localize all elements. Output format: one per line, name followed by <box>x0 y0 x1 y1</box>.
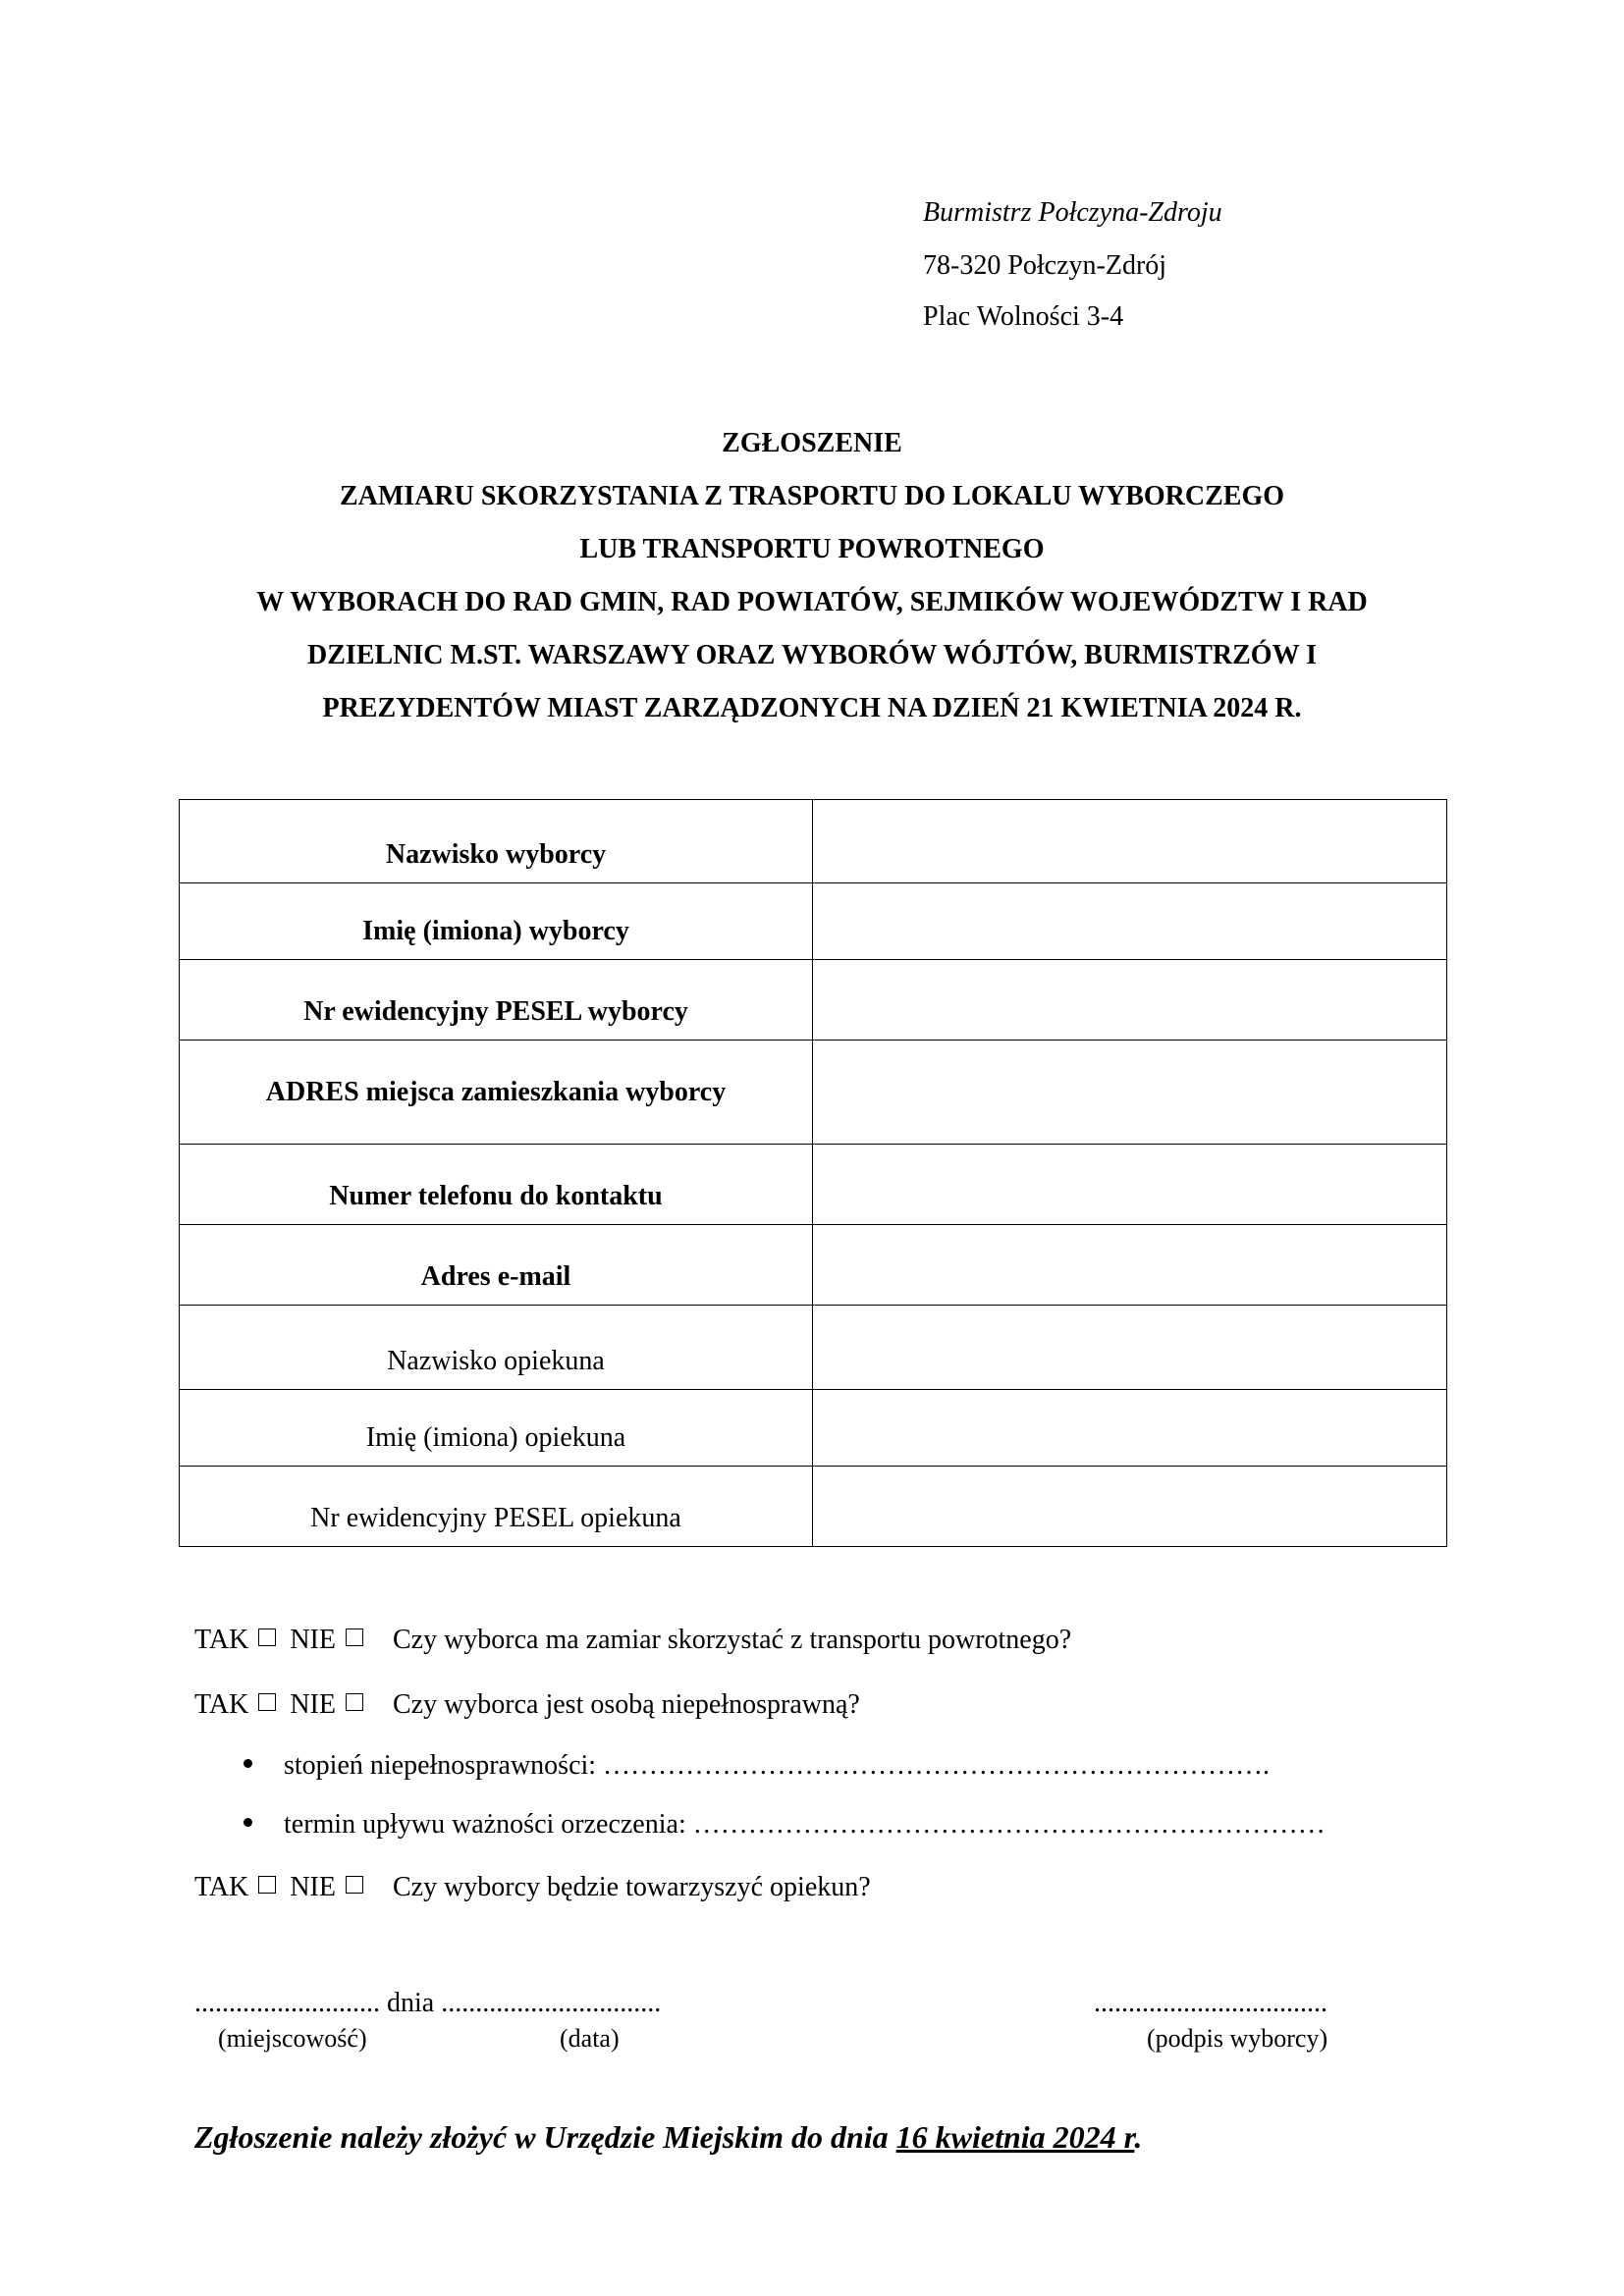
heading-line: PREZYDENTÓW MIAST ZARZĄDZONYCH NA DZIEŃ 21 KWIETNIA 2024 R. <box>322 693 1302 723</box>
field-voter-address[interactable] <box>813 1041 1447 1145</box>
field-voter-name[interactable] <box>813 883 1447 960</box>
form-row-voter-name <box>180 883 1447 960</box>
deadline-note-text: Zgłoszenie należy złożyć w Urzędzie Miejskim do dnia <box>194 2119 896 2155</box>
field-voter-pesel[interactable] <box>813 960 1447 1041</box>
recipient-street: Plac Wolności 3-4 <box>923 301 1124 332</box>
deadline-date: 16 kwietnia 2024 r <box>895 2119 1135 2155</box>
heading-line: LUB TRANSPORTU POWROTNEGO <box>579 534 1045 564</box>
form-row-guardian-name <box>180 1390 1447 1467</box>
heading-line: ZGŁOSZENIE <box>722 428 902 458</box>
no-label: NIE <box>290 1689 336 1720</box>
label-voter-address: ADRES miejsca zamieszkania wyborcy <box>180 1041 813 1145</box>
label-guardian-name: Imię (imiona) opiekuna <box>180 1390 813 1467</box>
question-return-transport <box>194 1624 1071 1657</box>
yes-checkbox[interactable] <box>258 1629 276 1646</box>
yes-checkbox[interactable] <box>258 1876 276 1894</box>
field-guardian-pesel[interactable] <box>813 1467 1447 1547</box>
detail-expiry <box>244 1808 1326 1842</box>
field-phone[interactable] <box>813 1145 1447 1225</box>
document-heading <box>0 417 1624 735</box>
detail-degree-text[interactable]: stopień niepełnosprawności: ………………………………………………………………. <box>284 1750 1271 1781</box>
form-row-voter-pesel <box>180 960 1447 1041</box>
yes-label: TAK <box>194 1625 249 1655</box>
voter-form-table <box>179 799 1447 1547</box>
detail-degree <box>244 1749 1270 1783</box>
no-label: NIE <box>290 1625 336 1655</box>
field-guardian-name[interactable] <box>813 1390 1447 1467</box>
question-text: Czy wyborca jest osobą niepełnosprawną? <box>392 1689 860 1720</box>
no-label: NIE <box>290 1872 336 1902</box>
form-row-guardian-pesel <box>180 1467 1447 1547</box>
question-guardian <box>194 1871 871 1904</box>
label-phone: Numer telefonu do kontaktu <box>180 1145 813 1225</box>
label-email: Adres e-mail <box>180 1225 813 1306</box>
no-checkbox[interactable] <box>346 1876 363 1894</box>
label-voter-pesel: Nr ewidencyjny PESEL wyborcy <box>180 960 813 1041</box>
form-row-guardian-surname <box>180 1306 1447 1390</box>
question-text: Czy wyborca ma zamiar skorzystać z transportu powrotnego? <box>392 1625 1072 1655</box>
signature-caption: (podpis wyborcy) <box>1147 2024 1328 2053</box>
bullet-icon <box>244 1759 252 1768</box>
no-checkbox[interactable] <box>346 1629 363 1646</box>
yes-checkbox[interactable] <box>258 1693 276 1711</box>
yes-label: TAK <box>194 1872 249 1902</box>
form-row-email <box>180 1225 1447 1306</box>
bullet-icon <box>244 1818 252 1827</box>
question-disabled <box>194 1688 860 1722</box>
form-row-phone <box>180 1145 1447 1225</box>
recipient-title: Burmistrz Połczyna-Zdroju <box>923 197 1222 228</box>
deadline-note-end: . <box>1134 2119 1143 2155</box>
question-text: Czy wyborcy będzie towarzyszyć opiekun? <box>392 1872 871 1902</box>
form-row-voter-surname <box>180 800 1447 883</box>
label-voter-surname: Nazwisko wyborcy <box>180 800 813 883</box>
detail-expiry-text[interactable]: termin upływu ważności orzeczenia: …………………………………………………………… <box>284 1809 1326 1840</box>
label-guardian-pesel: Nr ewidencyjny PESEL opiekuna <box>180 1467 813 1547</box>
field-guardian-surname[interactable] <box>813 1306 1447 1390</box>
heading-line: ZAMIARU SKORZYSTANIA Z TRASPORTU DO LOKALU WYBORCZEGO <box>339 481 1285 511</box>
date-caption: (data) <box>560 2024 620 2053</box>
label-guardian-surname: Nazwisko opiekuna <box>180 1306 813 1390</box>
no-checkbox[interactable] <box>346 1693 363 1711</box>
label-voter-name: Imię (imiona) wyborcy <box>180 883 813 960</box>
field-voter-surname[interactable] <box>813 800 1447 883</box>
field-email[interactable] <box>813 1225 1447 1306</box>
heading-line: W WYBORACH DO RAD GMIN, RAD POWIATÓW, SEJMIKÓW WOJEWÓDZTW I RAD <box>256 587 1368 617</box>
heading-line: DZIELNIC M.ST. WARSZAWY ORAZ WYBORÓW WÓJTÓW, BURMISTRZÓW I <box>307 640 1317 670</box>
place-date-line[interactable]: ........................... dnia ................................ <box>194 1988 662 2018</box>
form-row-voter-address <box>180 1041 1447 1145</box>
deadline-note <box>194 2118 1142 2156</box>
recipient-postal: 78-320 Połczyn-Zdrój <box>923 250 1167 281</box>
yes-label: TAK <box>194 1689 249 1720</box>
place-caption: (miejscowość) <box>218 2024 367 2053</box>
signature-line[interactable]: .................................. <box>1094 1988 1327 2018</box>
